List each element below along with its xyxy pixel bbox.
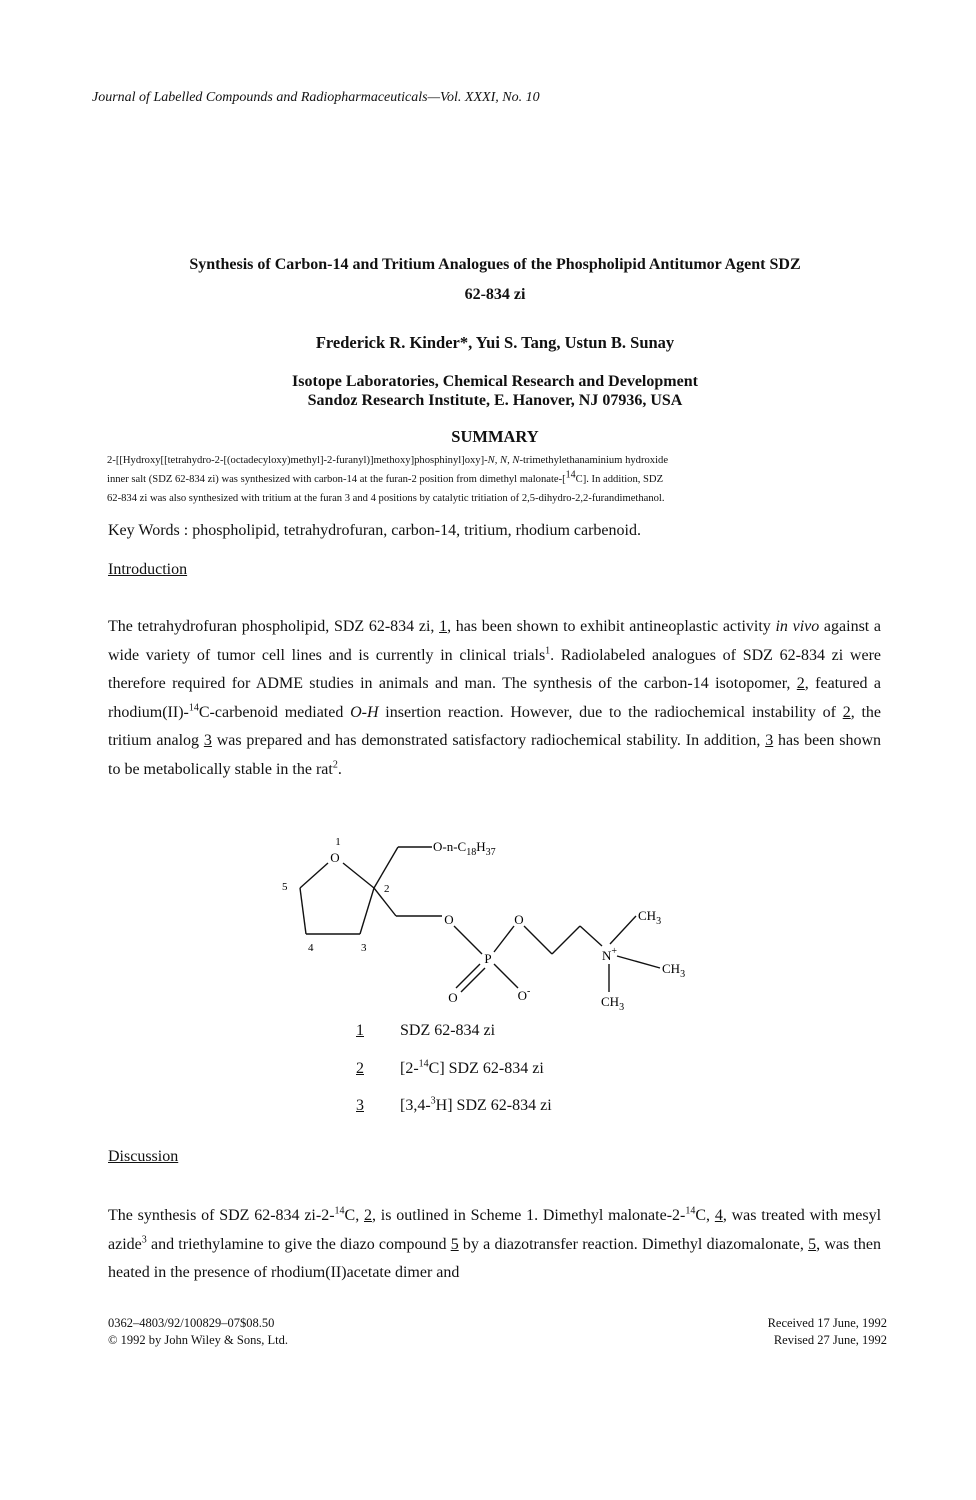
position-1-label: 1 xyxy=(335,836,341,848)
compound-label: [3,4- xyxy=(400,1097,431,1114)
chain-sub: 18 xyxy=(466,847,477,858)
text-run: against a wide variety of tumor cell lines and is currently in clinical trials xyxy=(108,618,882,664)
discussion-heading: Discussion xyxy=(108,1148,179,1165)
phosphorus: P xyxy=(484,951,492,966)
text-run: was prepared and has demonstrated satisfactory radiochemical stability. In addition, xyxy=(211,732,766,750)
isotope-superscript: 14 xyxy=(188,702,199,714)
compound-ref: 5 xyxy=(450,1235,459,1253)
compound-ref: 2 xyxy=(796,675,805,693)
isotope-superscript: 14 xyxy=(334,1205,345,1217)
title-line-1: Synthesis of Carbon-14 and Tritium Analogues of the Phospholipid Antitumor Agent SDZ xyxy=(189,256,801,273)
text-run: , the tritium analog xyxy=(108,703,882,750)
ether-oxygen-b: O xyxy=(514,912,524,927)
footer-left xyxy=(108,1315,288,1349)
author-list: Frederick R. Kinder*, Yui S. Tang, Ustun B. Sunay xyxy=(315,333,675,352)
positive-charge: + xyxy=(611,946,618,957)
compound-label: [2- xyxy=(400,1060,419,1077)
summary-superscript: 14 xyxy=(565,469,576,481)
text-run: , featured a rhodium(II)- xyxy=(108,675,881,721)
compound-ref: 3 xyxy=(765,732,774,750)
isotope-superscript: 3 xyxy=(430,1095,436,1107)
article-code: 0362–4803/92/100829–07$08.50 xyxy=(108,1316,275,1330)
isotope-superscript: 14 xyxy=(418,1058,429,1070)
compound-number: 2 xyxy=(356,1060,364,1077)
compound-ref: 5 xyxy=(808,1235,817,1253)
summary-text-italic: N, N, N xyxy=(487,455,520,466)
chain-text: O-n-C xyxy=(433,839,467,854)
methyl-ch: CH xyxy=(662,961,681,976)
compound-number: 3 xyxy=(356,1097,364,1114)
compound-ref: 3 xyxy=(203,732,212,750)
methyl-right xyxy=(662,961,685,980)
isotope-superscript: 14 xyxy=(685,1205,696,1217)
citation-superscript: 1 xyxy=(545,645,551,657)
discussion-paragraph xyxy=(108,1202,881,1288)
text-run: , was treated with mesyl azide xyxy=(108,1207,882,1253)
text-run: by a diazotransfer reaction. Dimethyl diazomalonate, xyxy=(458,1235,809,1253)
methyl-sub: 3 xyxy=(619,1002,625,1013)
position-5-label: 5 xyxy=(282,881,288,893)
text-run: , is outlined in Scheme 1. Dimethyl malonate-2- xyxy=(371,1207,686,1224)
text-run: The tetrahydrofuran phospholipid, SDZ 62-834 zi, xyxy=(108,618,440,635)
methyl-sub: 3 xyxy=(656,916,662,927)
compound-label: SDZ 62-834 zi xyxy=(400,1022,496,1039)
summary-text-part: inner salt (SDZ 62-834 zi) was synthesized with carbon-14 at the furan-2 position from dimethyl malonate-[ xyxy=(107,474,566,485)
text-run: insertion reaction. However, due to the radiochemical instability of xyxy=(378,703,843,721)
revised-date: Revised 27 June, 1992 xyxy=(773,1333,887,1347)
journal-header: Journal of Labelled Compounds and Radiopharmaceuticals—Vol. XXXI, No. 10 xyxy=(92,90,540,105)
methyl-ch: CH xyxy=(638,908,657,923)
compound-ref: 2 xyxy=(363,1207,372,1224)
structure-diagram xyxy=(270,830,710,1020)
introduction-heading: Introduction xyxy=(108,561,188,578)
copyright: © 1992 by John Wiley & Sons, Ltd. xyxy=(108,1333,288,1347)
text-run: C, xyxy=(695,1207,715,1224)
ring-oxygen: O xyxy=(330,850,340,865)
methyl-top xyxy=(638,908,661,927)
text-run: , was then heated in the presence of rhodium(II)acetate dimer and xyxy=(108,1235,882,1282)
text-run: C-carbenoid mediated xyxy=(198,703,351,721)
compound-entry xyxy=(356,1060,544,1078)
affiliation xyxy=(100,372,890,410)
octadecyloxy-label xyxy=(433,839,496,858)
methyl-sub: 3 xyxy=(680,969,686,980)
position-4-label: 4 xyxy=(308,942,314,954)
text-run: . xyxy=(337,760,342,778)
affiliation-line-1: Isotope Laboratories, Chemical Research and Development xyxy=(292,373,698,390)
footer-right xyxy=(690,1315,887,1349)
italic-run: O-H xyxy=(350,703,379,721)
text-run: . Radiolabeled analogues of SDZ 62-834 zi were therefore required for ADME studies in animals and man. The synthesis of the carbon-14 isotopomer, xyxy=(108,646,881,693)
citation-superscript: 3 xyxy=(141,1234,147,1246)
compound-label: C] SDZ 62-834 zi xyxy=(428,1060,544,1077)
received-date: Received 17 June, 1992 xyxy=(767,1316,887,1330)
title-line-2: 62-834 zi xyxy=(464,286,526,303)
chemical-structure xyxy=(270,830,710,1025)
italic-run: in vivo xyxy=(775,618,820,635)
summary-text xyxy=(107,451,887,508)
compound-entry xyxy=(356,1097,552,1115)
introduction-paragraph xyxy=(108,613,881,785)
anionic-oxygen-o: O xyxy=(517,988,528,1003)
summary-text-part: 2-[[Hydroxy[[tetrahydro-2-[(octadecyloxy)methyl]-2-furanyl)]methoxy]phosphinyl]oxy]- xyxy=(107,455,488,466)
nitrogen-n: N xyxy=(602,948,612,963)
paper-title xyxy=(100,250,890,310)
summary-heading: SUMMARY xyxy=(451,427,539,446)
methyl-ch: CH xyxy=(601,994,620,1009)
text-run: C, xyxy=(344,1207,364,1224)
ether-oxygen-a: O xyxy=(444,912,454,927)
compound-number: 1 xyxy=(356,1022,364,1039)
compound-ref: 1 xyxy=(439,618,448,635)
compound-ref: 4 xyxy=(714,1207,723,1224)
text-run: and triethylamine to give the diazo compound xyxy=(146,1235,451,1253)
summary-text-part: C]. In addition, SDZ xyxy=(575,474,664,485)
position-3-label: 3 xyxy=(361,942,367,954)
negative-charge: - xyxy=(527,986,531,997)
compound-entry xyxy=(356,1022,495,1040)
compound-label: H] SDZ 62-834 zi xyxy=(435,1097,552,1114)
anionic-oxygen xyxy=(518,986,531,1003)
methyl-bottom xyxy=(601,994,624,1013)
text-run: The synthesis of SDZ 62-834 zi-2- xyxy=(108,1207,335,1224)
affiliation-line-2: Sandoz Research Institute, E. Hanover, NJ 07936, USA xyxy=(307,392,683,409)
citation-superscript: 2 xyxy=(332,759,338,771)
keywords: Key Words : phospholipid, tetrahydrofuran, carbon-14, tritium, rhodium carbenoid. xyxy=(108,522,641,539)
ammonium-nitrogen xyxy=(602,946,617,963)
position-2-label: 2 xyxy=(384,883,390,895)
phosphoryl-oxygen: O xyxy=(448,990,458,1005)
structure-bonds xyxy=(300,847,660,992)
summary-text-part: 62-834 zi was also synthesized with tritium at the furan 3 and 4 positions by catalytic tritiation of 2,5-dihydro-2,2-furandimethanol. xyxy=(107,493,665,504)
chain-h-sub: 37 xyxy=(485,847,496,858)
text-run: , has been shown to exhibit antineoplastic activity xyxy=(447,618,776,635)
chain-h: H xyxy=(476,839,486,854)
compound-ref: 2 xyxy=(842,703,851,721)
text-run: has been shown to be metabolically stable in the rat xyxy=(108,732,882,778)
summary-text-part: -trimethylethanaminium hydroxide xyxy=(519,455,669,466)
